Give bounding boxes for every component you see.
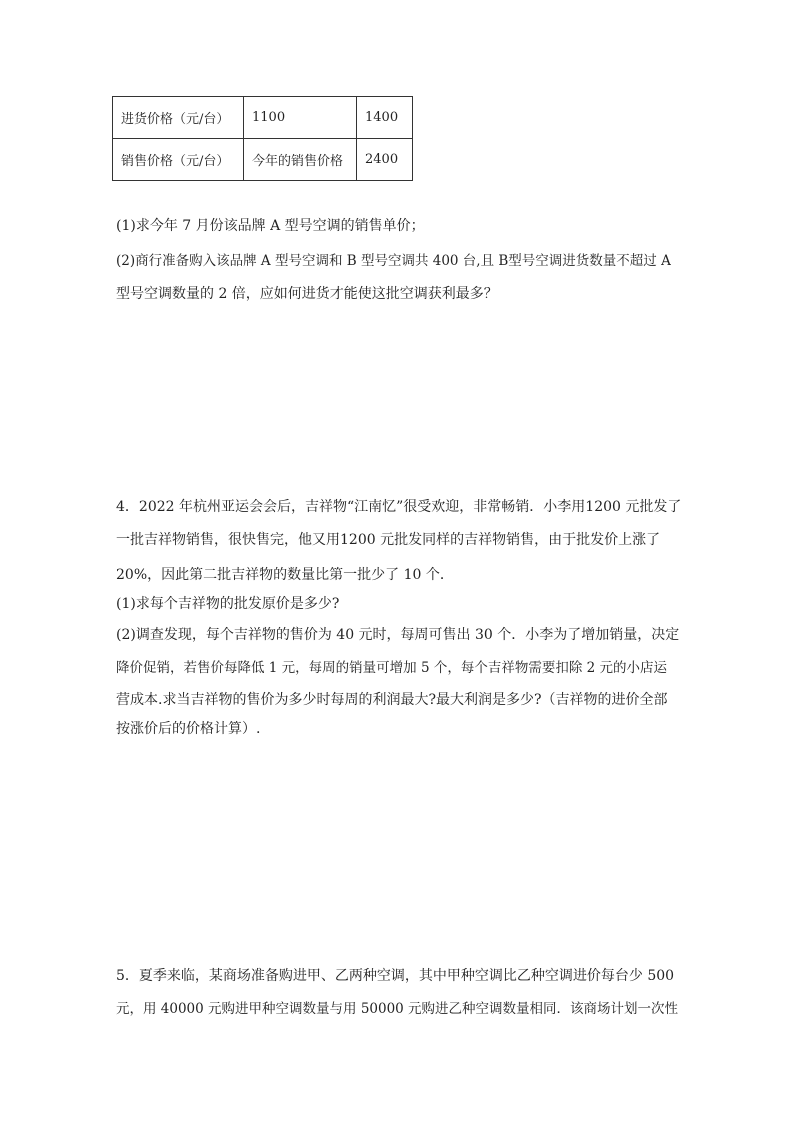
q3-part1: (1)求今年 7 月份该品牌 A 型号空调的销售单价； <box>116 218 425 234</box>
q4-part2-line4: 按涨价后的价格计算）. <box>116 721 261 737</box>
q4-part1: (1)求每个吉祥物的批发原价是多少? <box>116 596 340 612</box>
table-cell: 销售价格（元/台） <box>113 139 244 181</box>
q3-part2-line2: 型号空调数量的 2 倍，应如何进货才能使这批空调获利最多？ <box>116 286 498 302</box>
table-row <box>113 97 413 139</box>
q5-line2: 元，用 40000 元购进甲种空调数量与用 50000 元购进乙种空调数量相同．该商场计划一次性 <box>116 1001 679 1017</box>
table-cell: 2400 <box>357 139 413 181</box>
table-cell: 今年的销售价格 <box>244 139 357 181</box>
table-cell: 1400 <box>357 97 413 139</box>
q4-part2-line1: (2)调查发现，每个吉祥物的售价为 40 元时，每周可售出 30 个．小李为了增加销量，决定 <box>116 627 680 643</box>
q4-line2: 一批吉祥物销售，很快售完，他又用1200 元批发同样的吉祥物销售，由于批发价上涨了 <box>116 532 661 548</box>
q3-part2-line1: (2)商行准备购入该品牌 A 型号空调和 B 型号空调共 400 台,且 B型号空调进货数量不超过 A <box>116 253 671 269</box>
q4-line1: 4．2022 年杭州亚运会会后，吉祥物“江南忆”很受欢迎，非常畅销．小李用1200 元批发了 <box>116 499 682 515</box>
table-cell: 进货价格（元/台） <box>113 97 244 139</box>
q4-part2-line2: 降价促销，若售价每降低 1 元，每周的销量可增加 5 个，每个吉祥物需要扣除 2 元的小店运 <box>116 660 668 676</box>
table-cell: 1100 <box>244 97 357 139</box>
q4-part2-line3: 营成本.求当吉祥物的售价为多少时每周的利润最大?最大利润是多少?（吉祥物的进价全部 <box>116 692 668 708</box>
table-row <box>113 139 413 181</box>
q4-line3: 20%，因此第二批吉祥物的数量比第一批少了 10 个． <box>116 567 454 583</box>
q5-line1: 5．夏季来临，某商场准备购进甲、乙两种空调，其中甲种空调比乙种空调进价每台少 500 <box>116 968 675 984</box>
price-table <box>112 96 413 181</box>
